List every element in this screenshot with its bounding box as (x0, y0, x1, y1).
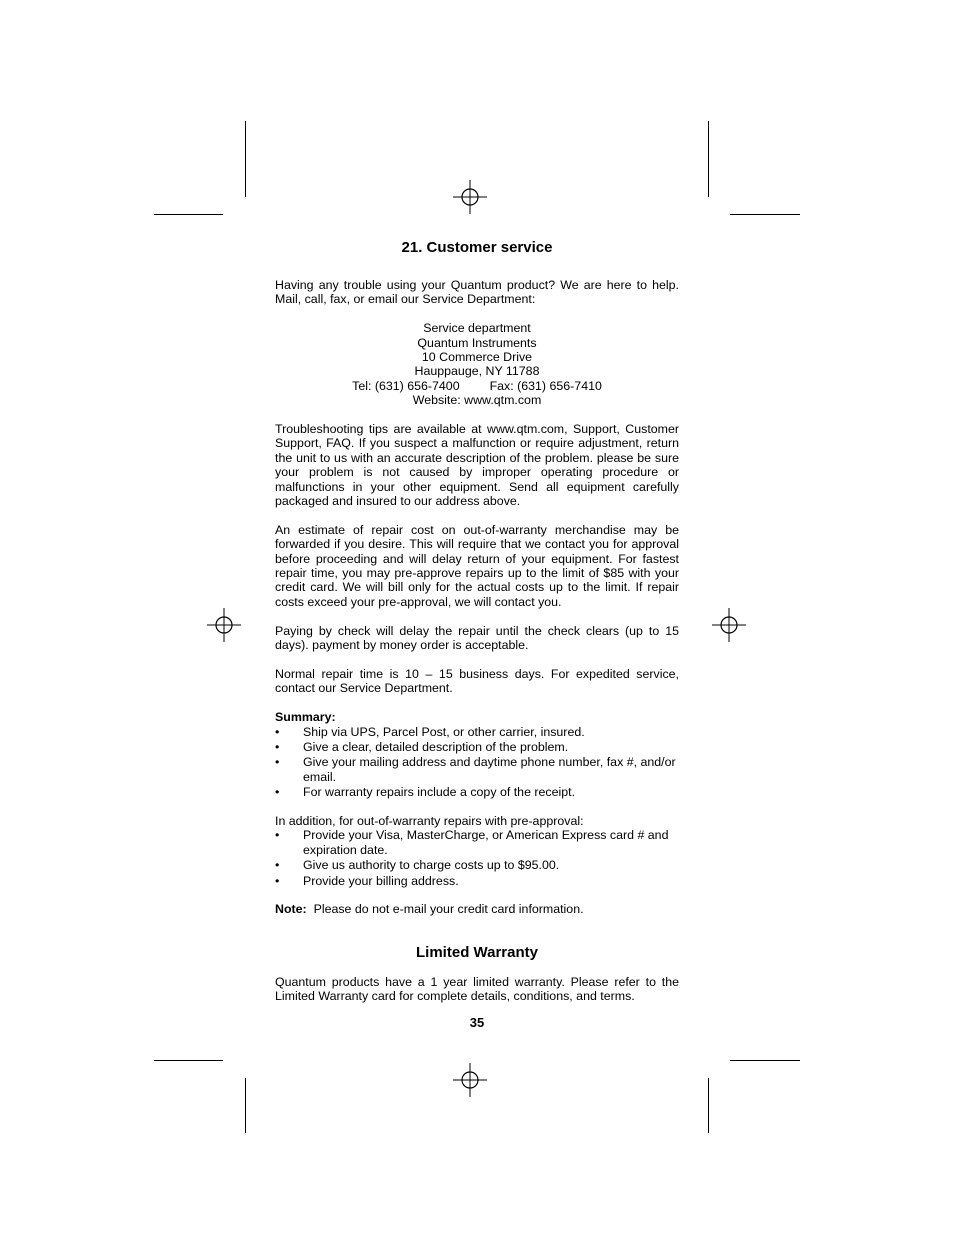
list-item: • Give your mailing address and daytime phone number, fax #, and/or email. (275, 755, 679, 784)
summary-list (275, 725, 679, 800)
summary-label: Summary: (275, 710, 336, 725)
crop-mark (708, 121, 709, 197)
telephone: Tel: (631) 656-7400 (352, 378, 460, 393)
estimate-paragraph: An estimate of repair cost on out-of-warranty merchandise may be forwarded if you desire. This will require that we contact you for approval before proceeding and will delay return of your equipment. For fastest repair time, you may pre-approve repairs up to the limit of $85 with your credit card. We will bill only for the actual costs up to the limit. If repair costs exceed your pre-approval, we will contact you. (275, 522, 679, 609)
note-label: Note: (275, 902, 307, 917)
service-address (275, 321, 679, 407)
note-paragraph (275, 902, 679, 916)
note-text: Please do not e-mail your credit card information. (313, 902, 584, 917)
page-number: 35 (469, 1014, 485, 1030)
section-title: 21. Customer service (401, 239, 553, 256)
crop-mark (730, 1060, 800, 1061)
address-line: Service department (423, 321, 531, 336)
address-line: 10 Commerce Drive (421, 350, 533, 365)
list-item: • Give a clear, detailed description of the problem. (275, 740, 679, 754)
registration-mark-icon (712, 608, 746, 642)
address-line: Hauppauge, NY 11788 (414, 364, 540, 379)
repair-time-paragraph: Normal repair time is 10 – 15 business days. For expedited service, contact our Service Department. (275, 666, 679, 696)
crop-mark (154, 214, 223, 215)
crop-mark (730, 214, 800, 215)
crop-mark (245, 121, 246, 197)
list-item: • Give us authority to charge costs up to $95.00. (275, 858, 679, 872)
troubleshooting-paragraph: Troubleshooting tips are available at www.qtm.com, Support, Customer Support, FAQ. If you suspect a malfunction or require adjustment, return the unit to us with an accurate description of the problem. please be sure your problem is not caused by improper operating procedure or malfunctions in your other equipment. Send all equipment carefully packaged and insured to our address above. (275, 422, 679, 509)
warranty-title: Limited Warranty (416, 943, 538, 961)
intro-paragraph: Having any trouble using your Quantum product? We are here to help. Mail, call, fax, or email our Service Department: (275, 278, 679, 307)
list-item: • For warranty repairs include a copy of the receipt. (275, 785, 679, 799)
registration-mark-icon (453, 1063, 487, 1097)
registration-mark-icon (453, 180, 487, 214)
contact-numbers (275, 379, 679, 393)
list-item: • Ship via UPS, Parcel Post, or other carrier, insured. (275, 725, 679, 739)
crop-mark (154, 1060, 223, 1061)
crop-mark (245, 1078, 246, 1133)
addition-paragraph: In addition, for out-of-warranty repairs with pre-approval: (275, 813, 584, 828)
addition-list (275, 828, 679, 888)
address-line: Quantum Instruments (417, 335, 537, 350)
crop-mark (708, 1078, 709, 1133)
check-paragraph: Paying by check will delay the repair until the check clears (up to 15 days). payment by money order is acceptable. (275, 623, 679, 653)
page-content (275, 238, 679, 1030)
list-item: • Provide your Visa, MasterCharge, or American Express card # and expiration date. (275, 828, 679, 857)
list-item: • Provide your billing address. (275, 874, 679, 888)
warranty-paragraph: Quantum products have a 1 year limited warranty. Please refer to the Limited Warranty card for complete details, conditions, and terms. (275, 974, 679, 1004)
website: Website: www.qtm.com (412, 393, 542, 408)
registration-mark-icon (207, 608, 241, 642)
fax: Fax: (631) 656-7410 (489, 378, 602, 393)
